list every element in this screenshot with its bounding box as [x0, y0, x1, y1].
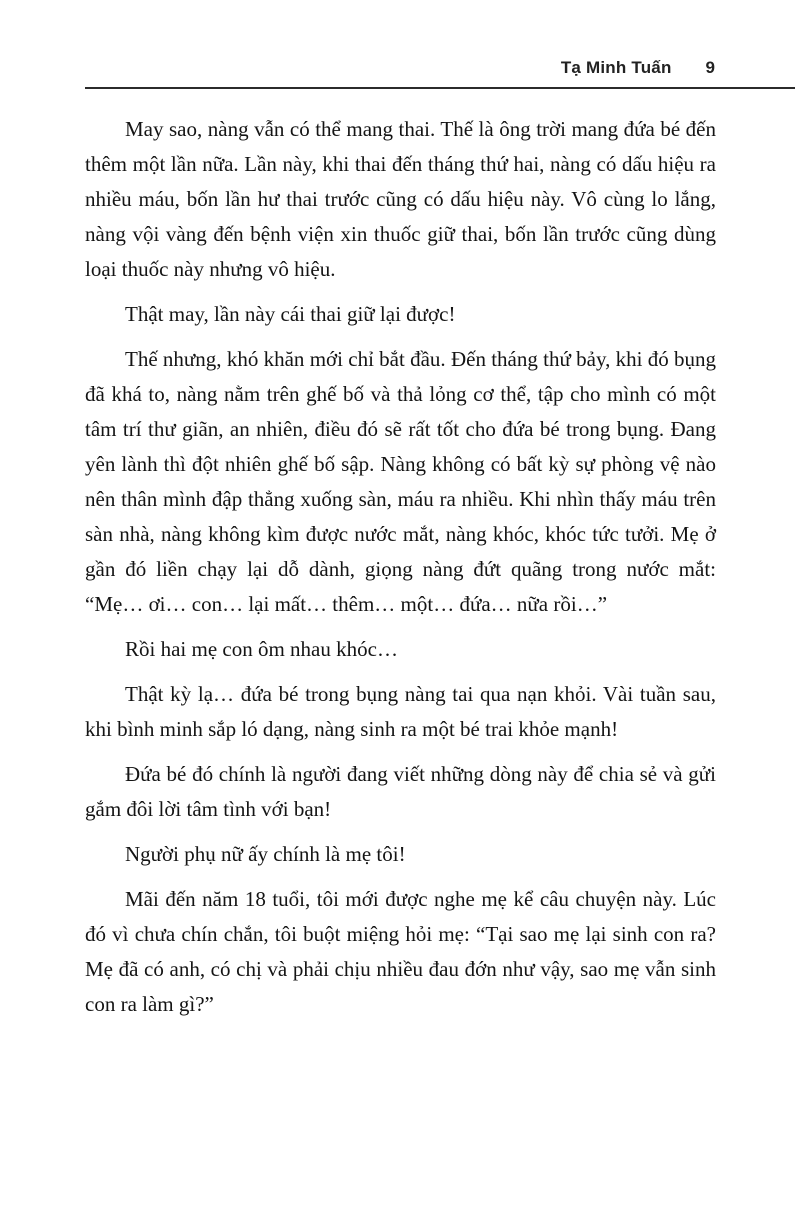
paragraph: Mãi đến năm 18 tuổi, tôi mới được nghe mẹ kể câu chuyện này. Lúc đó vì chưa chín chắn, tôi buột miệng hỏi mẹ: “Tại sao mẹ lại sinh con ra? Mẹ đã có anh, có chị và phải chịu nhiều đau đớn như vậy, sao mẹ vẫn sinh con ra làm gì?” [85, 887, 716, 1016]
paragraph: Rồi hai mẹ con ôm nhau khóc… [125, 637, 398, 661]
page-header [85, 58, 795, 89]
paragraph: Thật may, lần này cái thai giữ lại được! [125, 302, 456, 326]
paragraph: Thế nhưng, khó khăn mới chỉ bắt đầu. Đến tháng thứ bảy, khi đó bụng đã khá to, nàng nằm trên ghế bố và thả lỏng cơ thể, tập cho mình có một tâm trí thư giãn, an nhiên, điều đó sẽ rất tốt cho đứa bé trong bụng. Đang yên lành thì đột nhiên ghế bố sập. Nàng không có bất kỳ sự phòng vệ nào nên thân mình đập thẳng xuống sàn, máu ra nhiều. Khi nhìn thấy máu trên sàn nhà, nàng không kìm được nước mắt, nàng khóc, khóc tức tưởi. Mẹ ở gần đó liền chạy lại dỗ dành, giọng nàng đứt quãng trong nước mắt: “Mẹ… ơi… con… lại mất… thêm… một… đứa… nữa rồi…” [85, 347, 716, 616]
paragraph: Người phụ nữ ấy chính là mẹ tôi! [125, 842, 406, 866]
paragraph: Đứa bé đó chính là người đang viết những dòng này để chia sẻ và gửi gắm đôi lời tâm tình với bạn! [85, 762, 716, 821]
paragraph: May sao, nàng vẫn có thể mang thai. Thế là ông trời mang đứa bé đến thêm một lần nữa. Lần này, khi thai đến tháng thứ hai, nàng có dấu hiệu ra nhiều máu, bốn lần hư thai trước cũng có dấu hiệu này. Vô cùng lo lắng, nàng vội vàng đến bệnh viện xin thuốc giữ thai, bốn lần trước cũng dùng loại thuốc này nhưng vô hiệu. [85, 117, 716, 281]
paragraph: Thật kỳ lạ… đứa bé trong bụng nàng tai qua nạn khỏi. Vài tuần sau, khi bình minh sắp ló dạng, nàng sinh ra một bé trai khỏe mạnh! [85, 682, 716, 741]
header-page-number: 9 [705, 58, 715, 77]
body-text [85, 112, 716, 1032]
header-author: Tạ Minh Tuấn [560, 58, 672, 77]
